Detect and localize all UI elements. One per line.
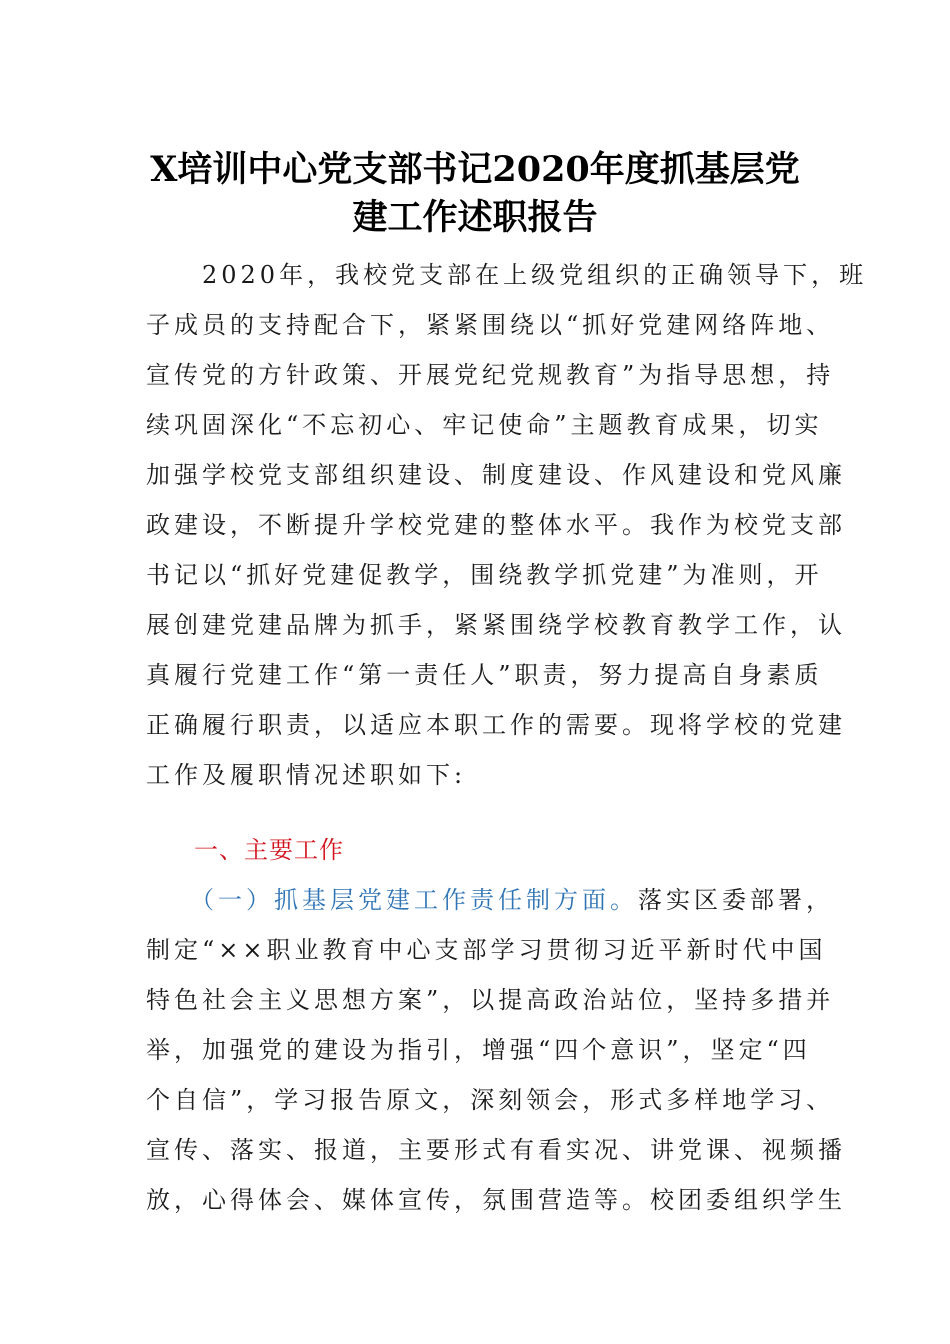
paragraph-text: 落实区委部署， bbox=[638, 886, 834, 914]
intro-paragraph bbox=[146, 250, 868, 800]
paragraph-line: 加强学校党支部组织建设、制度建设、作风建设和党风廉 bbox=[146, 461, 846, 489]
paragraph-line: 续巩固深化“不忘初心、牢记使命”主题教育成果，切实 bbox=[146, 411, 823, 439]
paragraph-line: 工作及履职情况述职如下: bbox=[146, 761, 467, 789]
paragraph-line: 政建设，不断提升学校党建的整体水平。我作为校党支部 bbox=[146, 511, 846, 539]
paragraph-line: 正确履行职责，以适应本职工作的需要。现将学校的党建 bbox=[146, 711, 846, 739]
paragraph-line: 真履行党建工作“第一责任人”职责，努力提高自身素质 bbox=[146, 661, 823, 689]
document-title bbox=[0, 146, 950, 242]
paragraph-line: 宣传、落实、报道，主要形式有看实况、讲党课、视频播 bbox=[146, 1136, 846, 1164]
paragraph-line: 展创建党建品牌为抓手，紧紧围绕学校教育教学工作，认 bbox=[146, 611, 846, 639]
paragraph-line: 特色社会主义思想方案”，以提高政治站位，坚持多措并 bbox=[146, 986, 835, 1014]
paragraph-line: 宣传党的方针政策、开展党纪党规教育”为指导思想，持 bbox=[146, 361, 835, 389]
paragraph-line: 举，加强党的建设为指引，增强“四个意识”，坚定“四 bbox=[146, 1036, 811, 1064]
title-line-2: 建工作述职报告 bbox=[352, 197, 598, 238]
title-line-1: X培训中心党支部书记2020年度抓基层党 bbox=[150, 149, 800, 190]
paragraph-first-line bbox=[146, 875, 834, 925]
paragraph-line: 放，心得体会、媒体宣传，氛围营造等。校团委组织学生 bbox=[146, 1186, 846, 1214]
section1-paragraph bbox=[146, 875, 846, 1225]
paragraph-line: 书记以“抓好党建促教学，围绕教学抓党建”为准则，开 bbox=[146, 561, 823, 589]
paragraph-line: 2020年，我校党支部在上级党组织的正确领导下，班 bbox=[146, 261, 868, 289]
paragraph-line: 子成员的支持配合下，紧紧围绕以“抓好党建网络阵地、 bbox=[146, 311, 835, 339]
section-heading: 一、主要工作 bbox=[194, 836, 344, 864]
paragraph-line: 制定“××职业教育中心支部学习贯彻习近平新时代中国 bbox=[146, 936, 827, 964]
subsection-heading: （一）抓基层党建工作责任制方面。 bbox=[202, 886, 638, 914]
paragraph-line: 个自信”，学习报告原文，深刻领会，形式多样地学习、 bbox=[146, 1086, 835, 1114]
